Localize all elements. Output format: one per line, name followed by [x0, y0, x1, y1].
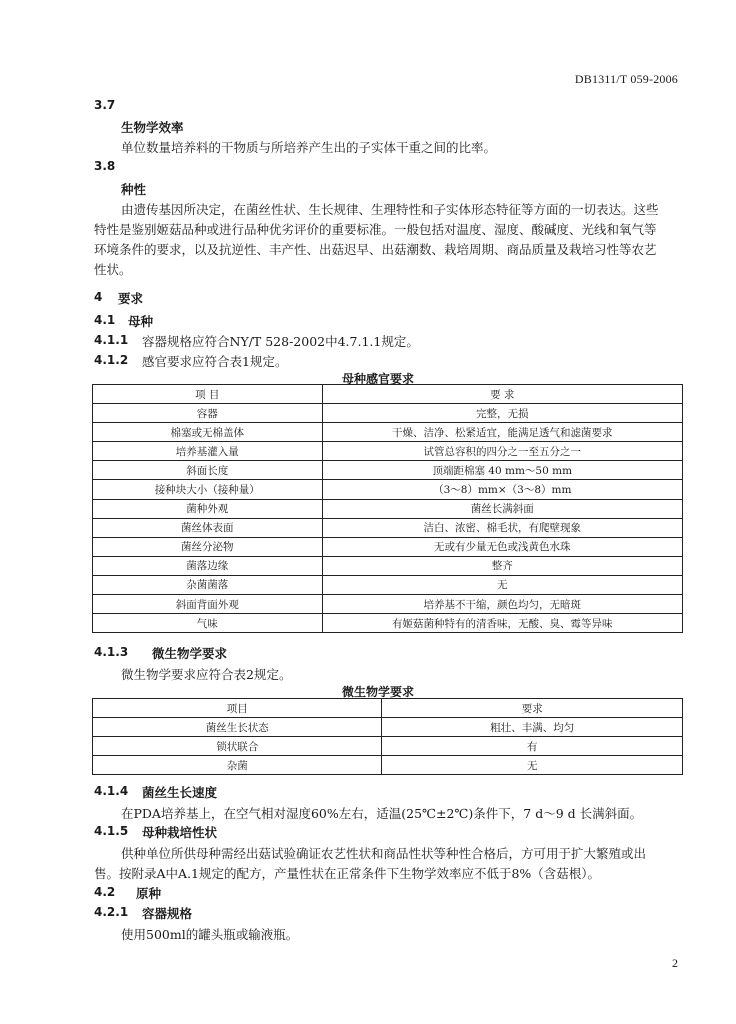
clause-title: 微生物学要求	[152, 646, 228, 661]
requirement-cell: 无	[382, 756, 683, 775]
item-cell: 菌落边缘	[93, 556, 323, 575]
table-row	[93, 518, 683, 537]
requirement-cell: 整齐	[322, 556, 682, 575]
requirement-cell: （3～8）mm×（3～8）mm	[322, 480, 682, 499]
definition-line: 性状。	[94, 262, 132, 277]
term-heading: 生物学效率	[121, 120, 184, 135]
item-cell: 容器	[93, 404, 323, 423]
clause-text: 在PDA培养基上，在空气相对湿度60%左右，适温(25℃±2℃)条件下，7 d～9 d 长满斜面。	[121, 806, 643, 821]
item-cell: 菌丝生长状态	[93, 718, 382, 737]
table-row	[93, 614, 683, 633]
clause-title: 容器规格	[142, 906, 193, 921]
requirement-cell: 洁白、浓密、棉毛状，有爬壁现象	[322, 518, 682, 537]
table-row	[93, 480, 683, 499]
table-row	[93, 461, 683, 480]
clause-number: 4.1.1	[94, 333, 129, 347]
definition-line: 环境条件的要求，以及抗逆性、丰产性、出菇迟早、出菇潮数、栽培周期、商品质量及栽培习性等农艺	[94, 242, 657, 257]
section-title: 母种	[128, 314, 154, 329]
table-row	[93, 442, 683, 461]
requirement-cell: 粗壮、丰满、均匀	[382, 718, 683, 737]
section-number: 3.8	[94, 159, 116, 173]
header-cell: 项 目	[93, 385, 323, 404]
requirement-cell: 无	[322, 575, 682, 594]
item-cell: 锁状联合	[93, 737, 382, 756]
table-row	[93, 499, 683, 518]
item-cell: 气味	[93, 614, 323, 633]
clause-text-line: 供种单位所供母种需经出菇试验确证农艺性状和商品性状等种性合格后，方可用于扩大繁殖或出	[121, 846, 647, 861]
table-row	[93, 718, 683, 737]
clause-number: 4.1.3	[94, 645, 129, 659]
definition-line: 特性是鉴别姬菇品种或进行品种优劣评价的重要标准。一般包括对温度、湿度、酸碱度、光线和氧气等	[94, 222, 657, 237]
section-number: 4.1	[94, 313, 116, 327]
item-cell: 培养基灌入量	[93, 442, 323, 461]
document-id: DB1311/T 059-2006	[574, 72, 678, 86]
requirement-cell: 无或有少量无色或浅黄色水珠	[322, 537, 682, 556]
item-cell: 棉塞或无棉盖体	[93, 423, 323, 442]
page-number: 2	[672, 956, 678, 970]
item-cell: 菌丝体表面	[93, 518, 323, 537]
table-row	[93, 537, 683, 556]
clause-text: 微生物学要求应符合表2规定。	[121, 667, 292, 682]
table-row	[93, 595, 683, 614]
header-cell: 项目	[93, 699, 382, 718]
clause-title: 母种栽培性状	[142, 825, 218, 840]
section-title: 原种	[136, 886, 162, 901]
sensory-requirements-table	[92, 384, 683, 633]
header-cell: 要 求	[322, 385, 682, 404]
table-row	[93, 575, 683, 594]
section-number: 3.7	[94, 98, 116, 112]
requirement-cell: 培养基不干缩，颜色均匀，无暗斑	[322, 595, 682, 614]
requirement-cell: 顶端距棉塞 40 mm～50 mm	[322, 461, 682, 480]
table-caption: 母种感官要求	[341, 372, 414, 386]
clause-number: 4.1.5	[94, 824, 129, 838]
section-number: 4.2	[94, 885, 116, 899]
item-cell: 斜面背面外观	[93, 595, 323, 614]
requirement-cell: 有姬菇菌种特有的清香味，无酸、臭、霉等异味	[322, 614, 682, 633]
term-heading: 种性	[121, 182, 147, 197]
clause-text: 感官要求应符合表1规定。	[142, 354, 288, 369]
clause-number: 4.1.4	[94, 784, 129, 798]
item-cell: 斜面长度	[93, 461, 323, 480]
definition-line: 由遗传基因所决定，在菌丝性状、生长规律、生理特性和子实体形态特征等方面的一切表达。这些	[121, 202, 659, 217]
clause-text: 使用500ml的罐头瓶或输液瓶。	[121, 927, 299, 942]
item-cell: 接种块大小（接种量）	[93, 480, 323, 499]
table-row	[93, 737, 683, 756]
chapter-title: 要求	[118, 291, 144, 306]
table-row	[93, 423, 683, 442]
table-row	[93, 404, 683, 423]
requirement-cell: 菌丝长满斜面	[322, 499, 682, 518]
table-caption: 微生物学要求	[341, 685, 414, 699]
table-row	[93, 556, 683, 575]
clause-title: 菌丝生长速度	[142, 785, 218, 800]
requirement-cell: 完整，无损	[322, 404, 682, 423]
requirement-cell: 干燥、洁净、松紧适宜，能满足透气和滤菌要求	[322, 423, 682, 442]
item-cell: 杂菌菌落	[93, 575, 323, 594]
table-row	[93, 756, 683, 775]
header-cell: 要求	[382, 699, 683, 718]
requirement-cell: 试管总容积的四分之一至五分之一	[322, 442, 682, 461]
clause-number: 4.1.2	[94, 353, 129, 367]
term-definition: 单位数量培养料的干物质与所培养产生出的子实体干重之间的比率。	[121, 140, 497, 155]
clause-text: 容器规格应符合NY/T 528-2002中4.7.1.1规定。	[142, 334, 419, 349]
table-header-row	[93, 699, 683, 718]
item-cell: 杂菌	[93, 756, 382, 775]
chapter-number: 4	[94, 290, 103, 304]
requirement-cell: 有	[382, 737, 683, 756]
item-cell: 菌种外观	[93, 499, 323, 518]
clause-text-line: 售。按附录A中A.1规定的配方，产量性状在正常条件下生物学效率应不低于8%（含菇根）。	[94, 866, 601, 881]
clause-number: 4.2.1	[94, 905, 129, 919]
table-header-row	[93, 385, 683, 404]
item-cell: 菌丝分泌物	[93, 537, 323, 556]
microbiological-requirements-table	[92, 698, 683, 775]
